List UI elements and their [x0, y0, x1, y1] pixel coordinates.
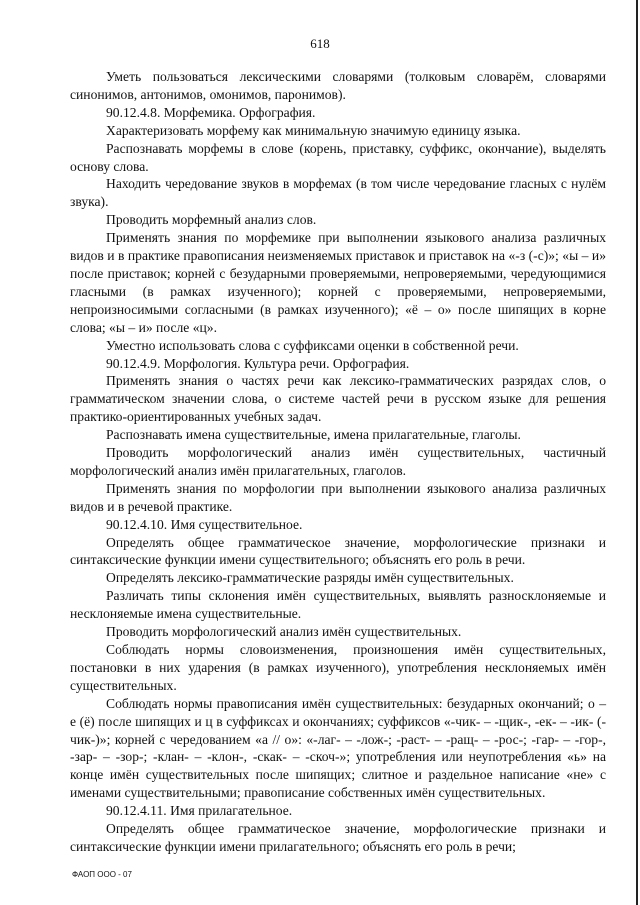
- paragraph: Проводить морфемный анализ слов.: [106, 212, 317, 228]
- paragraph: Уметь пользоваться лексическими словарями (толковым словарём, словарями синонимов, антонимов, омонимов, паронимов).: [70, 69, 606, 102]
- section-heading: 90.12.4.9. Морфология. Культура речи. Орфография.: [106, 355, 410, 371]
- section-heading: 90.12.4.8. Морфемика. Орфография.: [106, 104, 316, 120]
- footer-code: ФАОП ООО - 07: [72, 870, 132, 879]
- document-body: [70, 68, 606, 856]
- paragraph: Применять знания по морфологии при выполнении языкового анализа различных видов и в речевой практике.: [70, 480, 606, 514]
- scan-border-line: [636, 0, 638, 905]
- paragraph: Определять лексико-грамматические разряды имён существительных.: [106, 570, 514, 586]
- paragraph: Характеризовать морфему как минимальную значимую единицу языка.: [106, 122, 521, 138]
- paragraph: Проводить морфологический анализ имён существительных.: [106, 624, 462, 640]
- page-number: 618: [310, 36, 330, 51]
- paragraph: Различать типы склонения имён существительных, выявлять разносклоняемые и несклоняемые имена существительные.: [70, 588, 606, 622]
- paragraph: Проводить морфологический анализ имён существительных, частичный морфологический анализ имён прилагательных, глаголов.: [70, 445, 606, 478]
- paragraph: Находить чередование звуков в морфемах (в том числе чередование гласных с нулём звука).: [70, 176, 606, 210]
- paragraph: Распознавать имена существительные, имена прилагательные, глаголы.: [106, 427, 521, 443]
- paragraph: Применять знания о частях речи как лексико-грамматических разрядах слов, о грамматическом значении слова, о системе частей речи в русском языке для решения практико-ориентированных учебных задач.: [70, 373, 606, 425]
- paragraph: Распознавать морфемы в слове (корень, приставку, суффикс, окончание), выделять основу слова.: [70, 140, 606, 174]
- paragraph: Соблюдать нормы правописания имён существительных: безударных окончаний; о – е (ё) после шипящих и ц в суффиксах и окончаниях; суффиксов «-чик- – -щик-, -ек- – -ик- (-чик-)»; корней с чередованием «а // о»: «-лаг- – -лож-; -раст- – -ращ- – -рос-; -гар- – -гор-, -зар- – -зор-; -клан- – -клон-, -скак- – -скоч-»; употребления или неупотребления «ь» на конце имён существительных после шипящих; слитное и раздельное написание «не» с именами существительными; правописание собственных имён существительных.: [70, 695, 606, 801]
- section-heading: 90.12.4.10. Имя существительное.: [106, 516, 303, 532]
- paragraph: Определять общее грамматическое значение, морфологические признаки и синтаксические функции имени существительного; объяснять его роль в речи.: [70, 534, 606, 568]
- paragraph: Применять знания по морфемике при выполнении языкового анализа различных видов и в практике правописания неизменяемых приставок и приставок на «-з (-с)»; «ы – и» после приставок; корней с безударными проверяемыми, непроверяемыми, чередующимися гласными (в рамках изученного); корней с проверяемыми, непроверяемыми, непроизносимыми согласными (в рамках изученного); «ё – о» после шипящих в корне слова; «ы – и» после «ц».: [70, 230, 606, 335]
- paragraph: Соблюдать нормы словоизменения, произношения имён существительных, постановки в них ударения (в рамках изученного), употребления несклоняемых имён существительных.: [70, 642, 606, 693]
- paragraph: Уместно использовать слова с суффиксами оценки в собственной речи.: [106, 337, 519, 353]
- paragraph: Определять общее грамматическое значение, морфологические признаки и синтаксические функции имени прилагательного; объяснять его роль в речи;: [70, 821, 606, 854]
- section-heading: 90.12.4.11. Имя прилагательное.: [106, 803, 293, 819]
